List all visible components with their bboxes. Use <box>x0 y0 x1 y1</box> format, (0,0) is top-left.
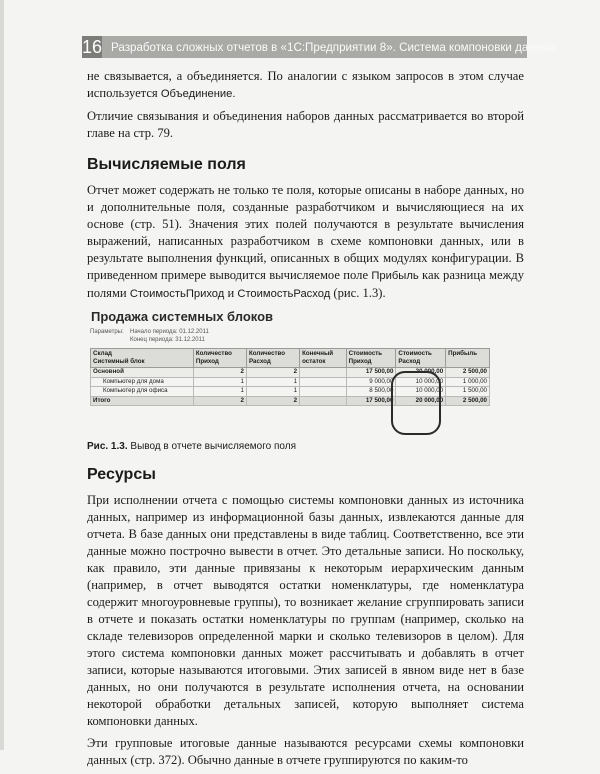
table-cell: 20 000,00 <box>396 368 446 378</box>
running-title: Разработка сложных отчетов в «1С:Предприятии 8». Система компоновки данных <box>111 40 556 54</box>
table-header-row <box>91 349 490 368</box>
table-cell: Компьютер для дома <box>91 377 194 387</box>
paragraph: Эти групповые итоговые данные называются ресурсами схемы компоновки данных (стр. 372). Обычно данные в отчете группируются по каким-то <box>87 736 524 767</box>
params-label: Параметры: <box>90 329 124 335</box>
table-cell: 2 500,00 <box>446 368 490 378</box>
table-cell <box>300 368 347 378</box>
table-cell: 10 000,00 <box>396 377 446 387</box>
highlight-oval <box>391 371 441 435</box>
table-cell <box>300 377 347 387</box>
paragraph <box>87 68 524 103</box>
page-edge <box>0 0 4 750</box>
running-header <box>82 36 556 58</box>
table-cell: 9 000,00 <box>346 377 396 387</box>
term-union: Объединение. <box>160 88 236 100</box>
column-header: Количество Приход <box>193 349 246 368</box>
paragraph-text: Отчет может содержать не только те поля, которые описаны в наборе данных, но и дополнительные поля, созданные разработчиком и вычисляющиеся на их основе (стр. 51). Значения этих полей получаются в результате вычисления выражений, написанных разработчиком в схеме компоновки данных, или в результате выполнения функций, описанных в общих модулях конфигурации. В приведенном примере выводится вычисляемое поле <box>87 183 524 282</box>
table-cell: 1 <box>193 387 246 397</box>
table-cell: 17 500,00 <box>346 368 396 378</box>
table-cell: 10 000,00 <box>396 387 446 397</box>
param-end: Конец периода: 31.12.2011 <box>130 337 205 343</box>
term-profit: Прибыль <box>371 270 419 282</box>
figure-report <box>87 309 524 433</box>
caption-label: Рис. 1.3. <box>87 441 128 452</box>
paragraph-text: не связывается, а объединяется. По аналогии с языком запросов в этом случае используется <box>87 69 524 100</box>
table-cell: 17 500,00 <box>346 396 396 406</box>
report-title: Продажа системных блоков <box>91 309 274 324</box>
column-header: Склад Системный блок <box>91 349 194 368</box>
paragraph-text: и <box>224 286 238 300</box>
table-cell: 2 <box>193 368 246 378</box>
table-cell: 2 <box>193 396 246 406</box>
column-header: Прибыль <box>446 349 490 368</box>
term-cost-in: СтоимостьПриход <box>129 288 225 300</box>
paragraph <box>87 182 524 303</box>
term-cost-out: СтоимостьРасход <box>237 288 331 300</box>
table-cell: 2 <box>246 396 299 406</box>
paragraph-text: (рис. 1.3). <box>330 286 386 300</box>
table-cell: 1 <box>246 387 299 397</box>
caption-text: Вывод в отчете вычисляемого поля <box>127 441 296 452</box>
table-cell: 1 <box>246 377 299 387</box>
column-header: Количество Расход <box>246 349 299 368</box>
column-header: Стоимость Расход <box>396 349 446 368</box>
paragraph: При исполнении отчета с помощью системы компоновки данных из источника данных, например из информационной базы данных, извлекаются данные для отчета. В базе данных они представлены в виде таблиц. Соответственно, все эти данные можно построчно вывести в отчет. Это детальные записи. Но поскольку, как правило, эти данные привязаны к некоторым иерархическим данным (например, в отчет выводятся остатки номенклатуры, где номенклатура содержит многоуровневые группы), то возникает желание сгруппировать записи в отчете и показать остатки номенклатуры по группам (например, сколько на складе телевизоров определенной марки и сколько телевизоров в целом). Для этого система компоновки данных может рассчитывать и добавлять в отчет записи, которые называются итоговыми. Этих записей в явном виде нет в базе данных, но они получаются в результате исполнения отчета, на основании некоторой обработки детальных записей, которую выполняет система компоновки данных. <box>87 493 524 728</box>
table-cell: 1 000,00 <box>446 377 490 387</box>
column-header: Конечный остаток <box>300 349 347 368</box>
table-cell: 2 <box>246 368 299 378</box>
table-cell: 2 500,00 <box>446 396 490 406</box>
page-number: 16 <box>82 36 103 57</box>
report-parameters <box>90 328 524 344</box>
table-cell: 8 500,00 <box>346 387 396 397</box>
param-start: Начало периода: 01.12.2011 <box>130 329 209 335</box>
table-cell: 1 <box>193 377 246 387</box>
figure-caption <box>87 441 524 452</box>
paragraph: Отличие связывания и объединения наборов данных рассматривается во второй главе на стр. 79. <box>87 109 524 140</box>
table-cell: Компьютер для офиса <box>91 387 194 397</box>
section-heading-resources: Ресурсы <box>87 466 156 483</box>
table-cell: Основной <box>91 368 194 378</box>
table-cell <box>300 396 347 406</box>
page-body <box>87 68 524 774</box>
table-cell <box>300 387 347 397</box>
paragraph-text: как разница между полями <box>87 268 525 300</box>
column-header: Стоимость Приход <box>346 349 396 368</box>
table-cell: 20 000,00 <box>396 396 446 406</box>
section-heading-calculated-fields: Вычисляемые поля <box>87 156 246 173</box>
table-cell: 1 500,00 <box>446 387 490 397</box>
table-cell: Итого <box>91 396 194 406</box>
